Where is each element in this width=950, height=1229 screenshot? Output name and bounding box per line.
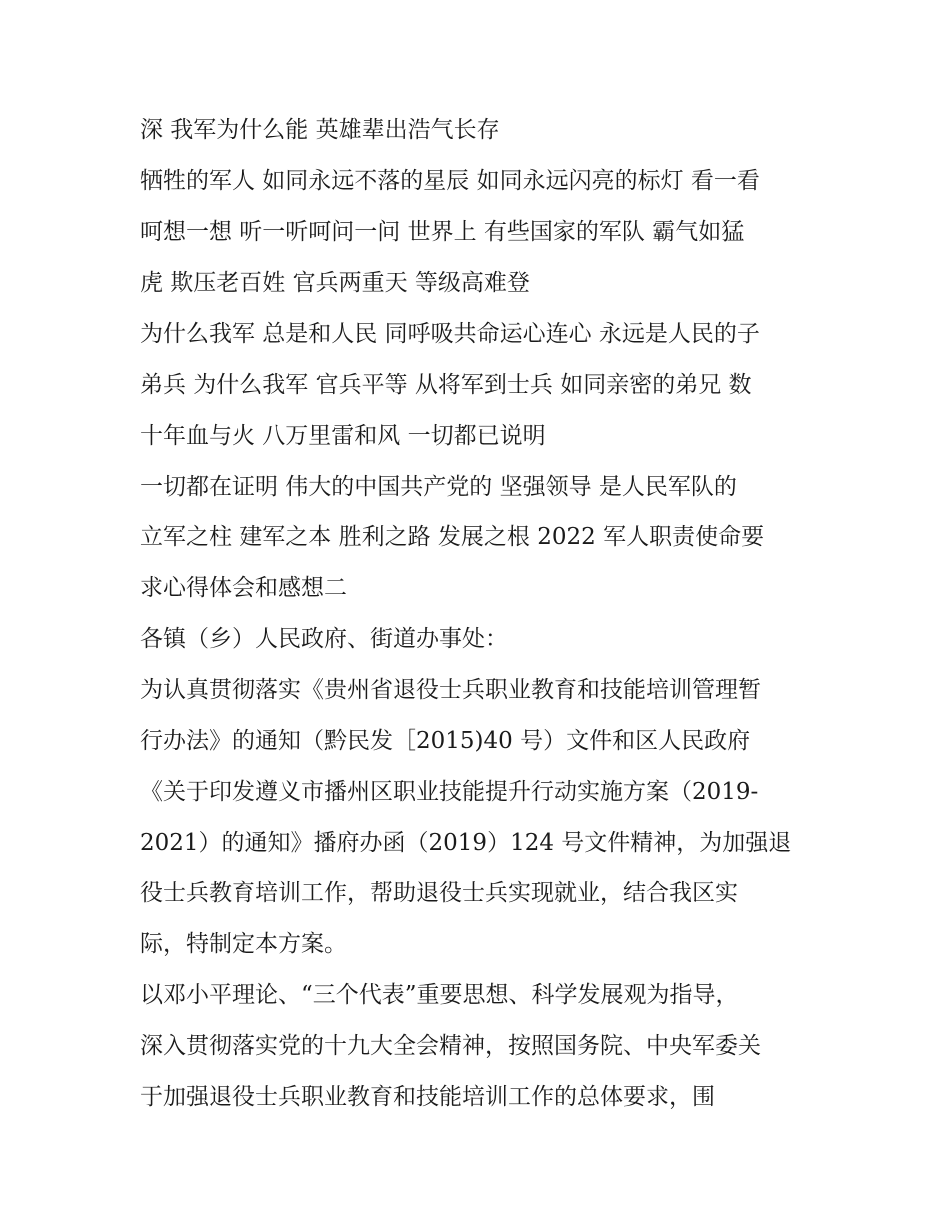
text-line: 为什么我军 总是和人民 同呼吸共命运心连心 永远是人民的子 — [140, 321, 760, 347]
text-line: 牺牲的军人 如同永远不落的星辰 如同永远闪亮的标灯 看一看 — [140, 168, 760, 194]
text-line: 虎 欺压老百姓 官兵两重天 等级高难登 — [140, 270, 530, 296]
text-line: 以邓小平理论、“三个代表”重要思想、科学发展观为指导， — [140, 982, 739, 1008]
text-line: 呵想一想 听一听呵问一问 世界上 有些国家的军队 霸气如猛 — [140, 219, 745, 245]
text-line: 十年血与火 八万里雷和风 一切都已说明 — [140, 423, 546, 449]
text-line: 于加强退役士兵职业教育和技能培训工作的总体要求，围 — [140, 1084, 715, 1110]
text-line: 深入贯彻落实党的十九大全会精神，按照国务院、中央军委关 — [140, 1033, 761, 1059]
text-line: 求心得体会和感想二 — [140, 575, 347, 601]
text-line: 立军之柱 建军之本 胜利之路 发展之根 2022 军人职责使命要 — [140, 524, 765, 550]
text-line: 役士兵教育培训工作，帮助退役士兵实现就业，结合我区实 — [140, 880, 738, 906]
text-line: 《关于印发遵义市播州区职业技能提升行动实施方案（2019- — [140, 779, 759, 805]
text-line: 一切都在证明 伟大的中国共产党的 坚强领导 是人民军队的 — [140, 474, 737, 500]
text-line: 为认真贯彻落实《贵州省退役士兵职业教育和技能培训管理暂 — [140, 677, 761, 703]
text-line: 2021）的通知》播府办函（2019）124 号文件精神，为加强退 — [140, 830, 792, 856]
text-line: 际，特制定本方案。 — [140, 931, 347, 957]
text-line: 弟兵 为什么我军 官兵平等 从将军到士兵 如同亲密的弟兄 数 — [140, 372, 752, 398]
text-line: 深 我军为什么能 英雄辈出浩气长存 — [140, 117, 500, 143]
text-line: 各镇（乡）人民政府、街道办事处： — [140, 626, 508, 652]
text-line: 行办法》的通知（黔民发［2015)40 号）文件和区人民政府 — [140, 728, 751, 754]
